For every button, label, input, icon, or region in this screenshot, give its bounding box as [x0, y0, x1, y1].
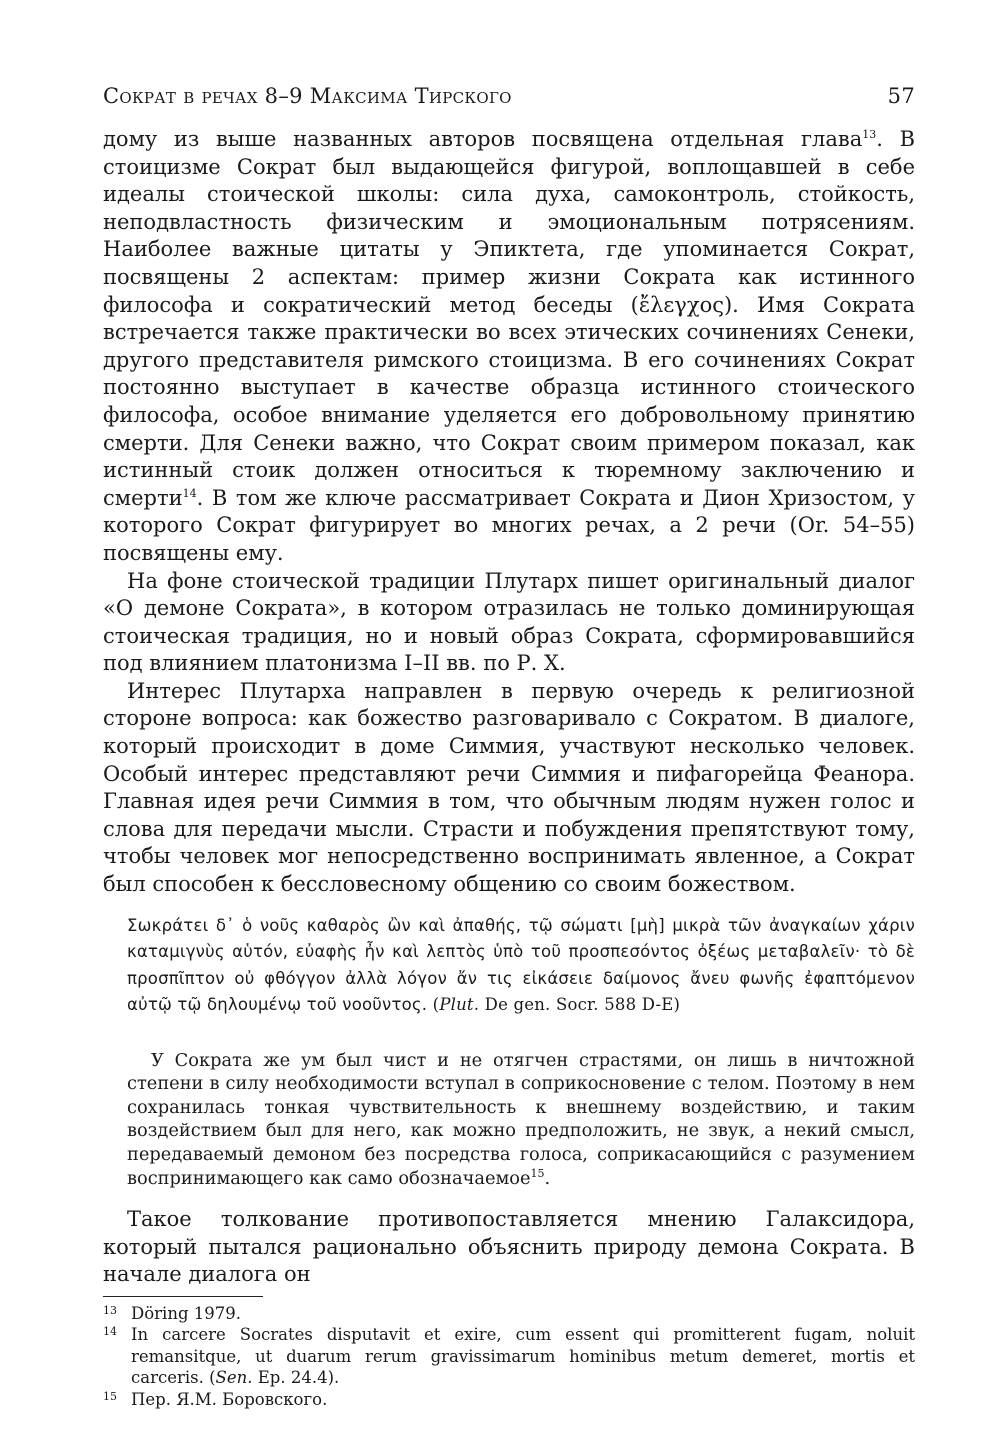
footnote-ref-15[interactable]: 15	[530, 1166, 545, 1180]
paragraph-1	[103, 126, 915, 568]
footnote-text-main: In carcere Socrates disputavit et exire, cum essent qui promitterent fugam, noluit remansitque, ut duarum rerum gravissimarum hominibus metum demeret, mortis et carceris. (	[131, 1325, 915, 1388]
paragraph-4: Такое толкование противопоставляется мнению Галаксидора, который пытался рационально объяснить природу демона Сократа. В начале диалога он	[103, 1207, 915, 1287]
footnote-number: 14	[103, 1325, 117, 1339]
translation-end: .	[544, 1167, 551, 1189]
footnote-13	[103, 1303, 915, 1325]
greek-quotation-source	[427, 995, 680, 1014]
footnote-ref-14[interactable]: 14	[182, 486, 197, 500]
translation-quotation	[127, 1049, 915, 1191]
footnote-15	[103, 1389, 915, 1411]
page-number: 57	[887, 84, 915, 108]
footnote-divider	[103, 1296, 263, 1297]
footnote-14	[103, 1324, 915, 1389]
main-text-continued	[103, 1206, 915, 1289]
footnote-author: Sen.	[215, 1368, 253, 1388]
paragraph-1-part-a: дому из выше названных авторов посвящена отдельная глава	[103, 127, 863, 151]
footnote-text: Döring 1979.	[131, 1303, 241, 1323]
source-author: Plut.	[439, 995, 480, 1015]
greek-quotation	[127, 913, 915, 1019]
footnote-number: 15	[103, 1389, 117, 1403]
footnote-text: Пер. Я.М. Боровского.	[131, 1389, 328, 1409]
source-reference: De gen. Socr. 588 D-E)	[479, 995, 681, 1015]
footnote-reference: Ep. 24.4).	[252, 1368, 340, 1388]
paragraph-3: Интерес Плутарха направлен в первую очередь к религиозной стороне вопроса: как божество разговаривало с Сократом. В диалоге, который происходит в доме Симмия, участвуют несколько человек. Особый интерес представляют речи Симмия и пифагорейца Феанора. Главная идея речи Симмия в том, что обычным людям нужен голос и слова для передачи мысли. Страсти и побуждения препятствуют тому, чтобы человек мог непосредственно воспринимать явленное, а Сократ был способен к бессловесному общению со своим божеством.	[103, 678, 915, 897]
footnote-ref-13[interactable]: 13	[862, 128, 877, 141]
running-title: Сократ в речах 8–9 Максима Тирского	[103, 84, 512, 108]
running-header	[103, 84, 915, 108]
source-open: (	[427, 995, 440, 1015]
greek-quotation-text: Σωκράτει δ᾽ ὁ νοῦς καθαρὸς ὢν καὶ ἀπαθής, τῷ σώματι [μὴ] μικρὰ τῶν ἀναγκαίων χάριν καταμιγνὺς αὑτόν, εὐαφὴς ἦν καὶ λεπτὸς ὑπὸ τοῦ προσπεσόντος ὀξέως μεταβαλεῖν· τὸ δὲ προσπῖπτον οὐ φθόγγον ἀλλὰ λόγον ἄν τις εἰκάσειε δαίμονος ἄνευ φωνῆς ἐφαπτόμενον αὐτῷ τῷ δηλουμένῳ τοῦ νοοῦντος.	[127, 915, 915, 1015]
footnote-number: 13	[103, 1303, 117, 1317]
footnote-text	[131, 1324, 915, 1389]
paragraph-1-part-c: . В том же ключе рассматривает Сократа и Дион Хризостом, у которого Сократ фигурирует во многих речах, а 2 речи (Or. 54–55) посвящены ему.	[103, 485, 915, 565]
footnotes	[103, 1303, 915, 1411]
page	[103, 84, 915, 1410]
paragraph-1-part-b: . В стоицизме Сократ был выдающейся фигурой, воплощавшей в себе идеалы стоической школы: сила духа, самоконтроль, стойкость, неподвластность физическим и эмоциональным потрясениям. Наиболее важные цитаты у Эпиктета, где упоминается Сократ, посвящены 2 аспектам: пример жизни Сократа как истинного философа и сократический метод беседы (ἔλεγχος). Имя Сократа встречается также практически во всех этических сочинениях Сенеки, другого представителя римского стоицизма. В его сочинениях Сократ постоянно выступает в качестве образца истинного стоического философа, особое внимание уделяется его добровольному принятию смерти. Для Сенеки важно, что Сократ своим примером показал, как истинный стоик должен относиться к тюремному заключению и смерти	[103, 127, 915, 510]
main-text	[103, 126, 915, 899]
paragraph-2: На фоне стоической традиции Плутарх пишет оригинальный диалог «О демоне Сократа», в котором отразилась не только доминирующая стоическая традиция, но и новый образ Сократа, сформировавшийся под влиянием платонизма I–II вв. по Р. Х.	[103, 568, 915, 676]
translation-text: У Сократа же ум был чист и не отягчен страстями, он лишь в ничтожной степени в силу необходимости вступал в соприкосновение с телом. Поэтому в нем сохранилась тонкая чувствительность к внешнему воздействию, и таким воздействием был для него, как можно предположить, не звук, а некий смысл, передаваемый демоном без посредства голоса, соприкасающийся с разумением воспринимающего как само обозначаемое	[127, 1049, 915, 1189]
